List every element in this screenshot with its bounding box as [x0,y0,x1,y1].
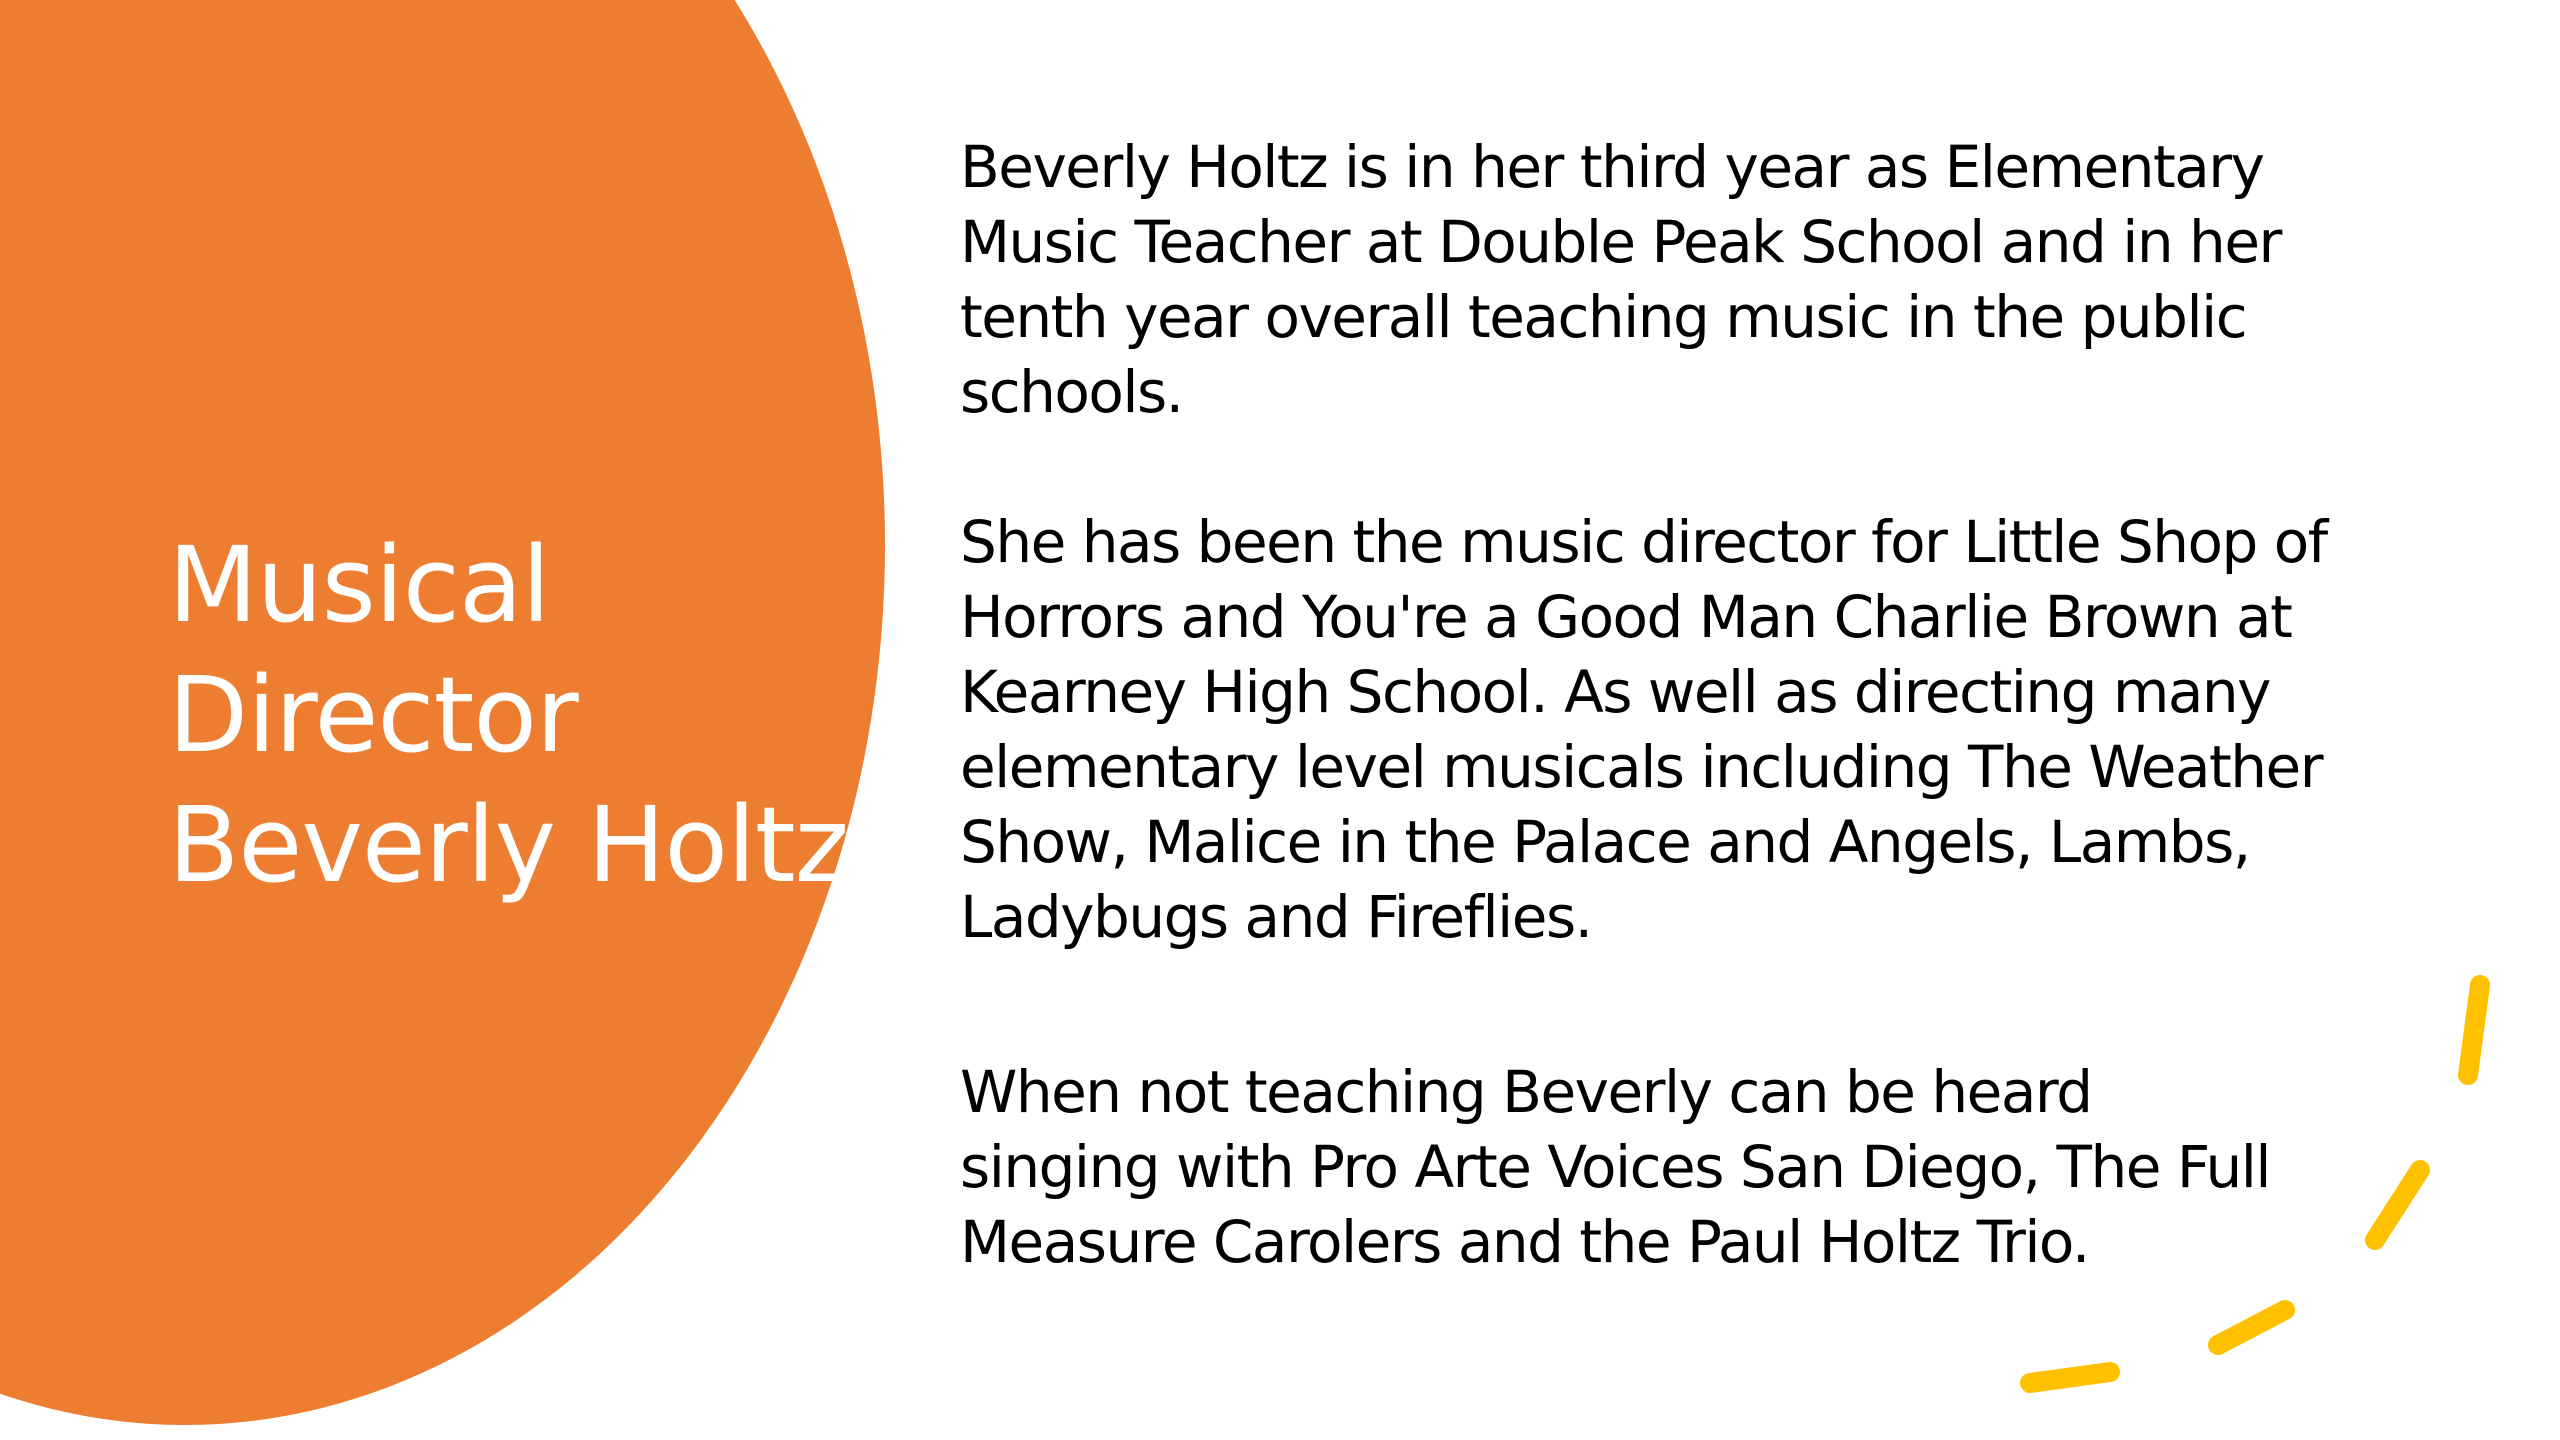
body-text [960,130,2400,1280]
dash-segment [2218,1310,2285,1345]
title-line-1: Musical [168,524,550,646]
title-line-2: Director [168,654,578,776]
dash-segment [2030,1372,2110,1383]
paragraph-singing: When not teaching Beverly can be heard singing with Pro Arte Voices San Diego, The Full Measure Carolers and the Paul Holtz Trio. [960,1058,2271,1276]
paragraph-music-director: She has been the music director for Little Shop of Horrors and You're a Good Man Charlie Brown at Kearney High School. As well as directing many elementary level musicals including The Weather Show, Malice in the Palace and Angels, Lambs, Ladybugs and Fireflies. [960,508,2327,951]
title-line-3: Beverly Holtz [168,784,849,906]
dash-segment [2468,985,2480,1075]
paragraph-teaching: Beverly Holtz is in her third year as Elementary Music Teacher at Double Peak School and in her tenth year overall teaching music in the public schools. [960,133,2281,426]
slide-title [168,520,868,910]
